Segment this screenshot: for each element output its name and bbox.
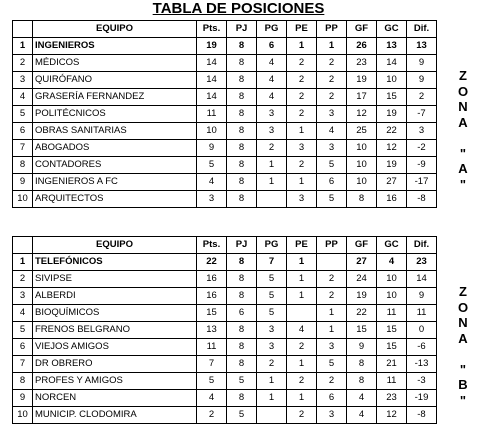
cell-goal-diff: 2 [407, 89, 437, 106]
cell-goals-against: 19 [377, 157, 407, 174]
cell-drawn: 2 [287, 373, 317, 390]
header-team: EQUIPO [33, 21, 197, 38]
title-text: TABLA DE POSICIONES [152, 0, 325, 17]
header-points: Pts. [197, 237, 227, 254]
cell-position: 1 [13, 254, 33, 271]
cell-played: 5 [227, 373, 257, 390]
table-row [13, 288, 437, 305]
cell-lost: 3 [317, 339, 347, 356]
cell-goals-for: 25 [347, 123, 377, 140]
cell-goals-for: 12 [347, 106, 377, 123]
table-row [13, 305, 437, 322]
cell-drawn: 1 [287, 288, 317, 305]
cell-position: 4 [13, 89, 33, 106]
cell-lost: 4 [317, 123, 347, 140]
standings-table-zone-b [12, 236, 437, 424]
cell-team: NORCEN [33, 390, 197, 407]
zone-label-char [452, 346, 474, 362]
cell-won: 3 [257, 106, 287, 123]
cell-won: 1 [257, 390, 287, 407]
cell-drawn [287, 305, 317, 322]
page-title [0, 0, 477, 17]
cell-points: 22 [197, 254, 227, 271]
cell-played: 8 [227, 72, 257, 89]
header-goal-diff: Dif. [407, 237, 437, 254]
cell-goal-diff: 9 [407, 72, 437, 89]
cell-goals-for: 23 [347, 55, 377, 72]
cell-won [257, 407, 287, 424]
cell-points: 11 [197, 339, 227, 356]
cell-won: 7 [257, 254, 287, 271]
cell-position: 9 [13, 390, 33, 407]
cell-goal-diff: 9 [407, 288, 437, 305]
header-goal-diff: Dif. [407, 21, 437, 38]
cell-lost: 1 [317, 38, 347, 55]
zone-label-char: A [458, 161, 468, 176]
zone-label-char: B [458, 377, 468, 392]
cell-position: 4 [13, 305, 33, 322]
cell-goals-against: 11 [377, 305, 407, 322]
cell-points: 5 [197, 373, 227, 390]
header-drawn: PE [287, 21, 317, 38]
cell-won: 4 [257, 72, 287, 89]
cell-lost: 2 [317, 271, 347, 288]
cell-goals-against: 10 [377, 288, 407, 305]
cell-drawn: 3 [287, 140, 317, 157]
header-points: Pts. [197, 21, 227, 38]
cell-team: SIVIPSE [33, 271, 197, 288]
cell-goal-diff: -13 [407, 356, 437, 373]
cell-played: 8 [227, 339, 257, 356]
cell-goals-for: 10 [347, 140, 377, 157]
cell-played: 8 [227, 38, 257, 55]
cell-points: 19 [197, 38, 227, 55]
cell-team: CONTADORES [33, 157, 197, 174]
cell-drawn: 1 [287, 38, 317, 55]
cell-position: 10 [13, 191, 33, 208]
table-row [13, 271, 437, 288]
cell-points: 16 [197, 288, 227, 305]
table-header [13, 21, 437, 38]
cell-team: FRENOS BELGRANO [33, 322, 197, 339]
cell-position: 9 [13, 174, 33, 191]
cell-goals-against: 19 [377, 106, 407, 123]
cell-position: 7 [13, 140, 33, 157]
table-row [13, 373, 437, 390]
cell-lost: 1 [317, 322, 347, 339]
table-row [13, 55, 437, 72]
cell-lost: 2 [317, 55, 347, 72]
cell-goal-diff: 0 [407, 322, 437, 339]
cell-lost: 6 [317, 174, 347, 191]
zone-label-char: Z [459, 68, 467, 83]
cell-goals-for: 4 [347, 407, 377, 424]
cell-won: 5 [257, 305, 287, 322]
cell-won: 3 [257, 322, 287, 339]
cell-played: 8 [227, 322, 257, 339]
cell-drawn: 1 [287, 123, 317, 140]
cell-lost: 6 [317, 390, 347, 407]
cell-points: 7 [197, 356, 227, 373]
zone-label-char: " [459, 361, 467, 377]
cell-points: 9 [197, 140, 227, 157]
table-row [13, 174, 437, 191]
cell-position: 10 [13, 407, 33, 424]
cell-team: ALBERDI [33, 288, 197, 305]
table-row [13, 106, 437, 123]
cell-lost: 2 [317, 373, 347, 390]
table-row [13, 322, 437, 339]
cell-goal-diff: 23 [407, 254, 437, 271]
table-header [13, 237, 437, 254]
cell-goal-diff: 13 [407, 38, 437, 55]
table-row [13, 356, 437, 373]
cell-position: 8 [13, 373, 33, 390]
header-goals-against: GC [377, 237, 407, 254]
cell-won: 1 [257, 174, 287, 191]
cell-points: 14 [197, 72, 227, 89]
cell-played: 8 [227, 254, 257, 271]
cell-drawn: 1 [287, 390, 317, 407]
zone-label-char: " [459, 145, 467, 161]
cell-goals-against: 22 [377, 123, 407, 140]
cell-goals-for: 24 [347, 271, 377, 288]
cell-drawn: 1 [287, 174, 317, 191]
cell-drawn: 1 [287, 356, 317, 373]
zone-label-char: Z [459, 284, 467, 299]
cell-played: 8 [227, 157, 257, 174]
cell-won: 6 [257, 38, 287, 55]
zone-b-label [452, 284, 474, 408]
cell-position: 1 [13, 38, 33, 55]
cell-points: 14 [197, 89, 227, 106]
cell-goals-against: 10 [377, 72, 407, 89]
cell-won: 1 [257, 373, 287, 390]
cell-points: 5 [197, 157, 227, 174]
table-row [13, 72, 437, 89]
table-row [13, 38, 437, 55]
cell-goal-diff: -8 [407, 407, 437, 424]
header-goals-for: GF [347, 21, 377, 38]
cell-played: 8 [227, 288, 257, 305]
cell-won: 2 [257, 140, 287, 157]
cell-goals-for: 22 [347, 305, 377, 322]
cell-goals-against: 11 [377, 373, 407, 390]
cell-lost: 3 [317, 407, 347, 424]
cell-team: MUNICIP. CLODOMIRA [33, 407, 197, 424]
header-lost: PP [317, 21, 347, 38]
cell-drawn: 2 [287, 72, 317, 89]
cell-won: 3 [257, 123, 287, 140]
cell-played: 5 [227, 407, 257, 424]
cell-goals-for: 19 [347, 288, 377, 305]
cell-lost: 3 [317, 140, 347, 157]
header-goals-for: GF [347, 237, 377, 254]
cell-goals-for: 4 [347, 390, 377, 407]
cell-goals-for: 15 [347, 322, 377, 339]
cell-team: INGENIEROS A FC [33, 174, 197, 191]
cell-points: 14 [197, 55, 227, 72]
cell-goal-diff: 3 [407, 123, 437, 140]
cell-goal-diff: -3 [407, 373, 437, 390]
cell-goals-against: 16 [377, 191, 407, 208]
cell-goal-diff: -6 [407, 339, 437, 356]
cell-drawn: 2 [287, 106, 317, 123]
cell-played: 8 [227, 390, 257, 407]
cell-lost: 2 [317, 89, 347, 106]
cell-goals-for: 8 [347, 373, 377, 390]
cell-team: TELEFÓNICOS [33, 254, 197, 271]
cell-lost: 2 [317, 288, 347, 305]
table-row [13, 123, 437, 140]
cell-team: ABOGADOS [33, 140, 197, 157]
cell-drawn: 1 [287, 254, 317, 271]
cell-drawn: 2 [287, 407, 317, 424]
cell-goals-against: 13 [377, 38, 407, 55]
zone-label-char: A [458, 114, 468, 130]
cell-goals-for: 9 [347, 339, 377, 356]
cell-position: 8 [13, 157, 33, 174]
table-row [13, 390, 437, 407]
cell-goals-against: 12 [377, 140, 407, 157]
cell-played: 8 [227, 55, 257, 72]
cell-won: 5 [257, 288, 287, 305]
cell-goals-for: 8 [347, 191, 377, 208]
header-position [13, 21, 33, 38]
cell-goals-for: 26 [347, 38, 377, 55]
cell-goals-against: 27 [377, 174, 407, 191]
cell-goals-against: 15 [377, 339, 407, 356]
cell-played: 8 [227, 106, 257, 123]
cell-lost: 5 [317, 191, 347, 208]
zone-label-char: O [457, 299, 469, 315]
cell-team: ARQUITECTOS [33, 191, 197, 208]
cell-points: 4 [197, 174, 227, 191]
standings-table-zone-a [12, 20, 437, 208]
cell-drawn: 2 [287, 157, 317, 174]
cell-lost: 5 [317, 157, 347, 174]
cell-team: INGENIEROS [33, 38, 197, 55]
cell-goals-against: 15 [377, 322, 407, 339]
table-row [13, 339, 437, 356]
cell-goal-diff: -2 [407, 140, 437, 157]
cell-points: 2 [197, 407, 227, 424]
table-row [13, 89, 437, 106]
cell-won: 2 [257, 356, 287, 373]
cell-drawn: 2 [287, 55, 317, 72]
cell-position: 3 [13, 288, 33, 305]
zone-label-char [452, 130, 474, 146]
cell-goals-for: 27 [347, 254, 377, 271]
cell-played: 8 [227, 271, 257, 288]
cell-played: 8 [227, 123, 257, 140]
cell-position: 5 [13, 322, 33, 339]
cell-won: 4 [257, 89, 287, 106]
cell-position: 7 [13, 356, 33, 373]
cell-position: 5 [13, 106, 33, 123]
cell-goal-diff: -19 [407, 390, 437, 407]
table-row [13, 407, 437, 424]
header-goals-against: GC [377, 21, 407, 38]
cell-team: BIOQUÍMICOS [33, 305, 197, 322]
header-won: PG [257, 237, 287, 254]
cell-played: 8 [227, 191, 257, 208]
cell-lost: 1 [317, 305, 347, 322]
cell-goal-diff: -7 [407, 106, 437, 123]
cell-goals-against: 4 [377, 254, 407, 271]
header-position [13, 237, 33, 254]
table-row [13, 254, 437, 271]
cell-points: 11 [197, 106, 227, 123]
cell-goal-diff: 11 [407, 305, 437, 322]
cell-lost [317, 254, 347, 271]
zone-label-char: " [459, 392, 467, 408]
cell-goals-for: 10 [347, 157, 377, 174]
cell-points: 15 [197, 305, 227, 322]
header-drawn: PE [287, 237, 317, 254]
cell-goals-for: 17 [347, 89, 377, 106]
header-lost: PP [317, 237, 347, 254]
zone-label-char: O [457, 83, 469, 99]
cell-played: 8 [227, 174, 257, 191]
cell-goals-for: 19 [347, 72, 377, 89]
table-row [13, 191, 437, 208]
cell-goal-diff: 14 [407, 271, 437, 288]
zone-label-char: A [458, 330, 468, 346]
cell-drawn: 1 [287, 271, 317, 288]
cell-drawn: 4 [287, 322, 317, 339]
cell-played: 6 [227, 305, 257, 322]
cell-team: GRASERÍA FERNANDEZ [33, 89, 197, 106]
cell-played: 8 [227, 89, 257, 106]
cell-lost: 5 [317, 356, 347, 373]
cell-position: 3 [13, 72, 33, 89]
cell-position: 2 [13, 55, 33, 72]
cell-team: QUIRÓFANO [33, 72, 197, 89]
cell-goal-diff: -9 [407, 157, 437, 174]
cell-team: OBRAS SANITARIAS [33, 123, 197, 140]
zone-label-char: " [459, 176, 467, 192]
cell-position: 2 [13, 271, 33, 288]
cell-won: 4 [257, 55, 287, 72]
cell-points: 4 [197, 390, 227, 407]
zone-a-label [452, 68, 474, 192]
cell-points: 3 [197, 191, 227, 208]
cell-points: 16 [197, 271, 227, 288]
cell-goal-diff: -8 [407, 191, 437, 208]
cell-drawn: 2 [287, 89, 317, 106]
table-row [13, 140, 437, 157]
cell-goal-diff: -17 [407, 174, 437, 191]
cell-points: 10 [197, 123, 227, 140]
cell-won: 1 [257, 157, 287, 174]
header-played: PJ [227, 237, 257, 254]
cell-lost: 3 [317, 106, 347, 123]
zone-label-char: N [458, 315, 468, 330]
cell-played: 8 [227, 356, 257, 373]
cell-goals-against: 21 [377, 356, 407, 373]
cell-won: 3 [257, 339, 287, 356]
cell-goals-against: 10 [377, 271, 407, 288]
cell-drawn: 2 [287, 339, 317, 356]
cell-won [257, 191, 287, 208]
header-won: PG [257, 21, 287, 38]
cell-goals-against: 12 [377, 407, 407, 424]
cell-position: 6 [13, 339, 33, 356]
cell-lost: 2 [317, 72, 347, 89]
cell-points: 13 [197, 322, 227, 339]
header-played: PJ [227, 21, 257, 38]
cell-goals-against: 14 [377, 55, 407, 72]
cell-goals-against: 15 [377, 89, 407, 106]
table-row [13, 157, 437, 174]
cell-goal-diff: 9 [407, 55, 437, 72]
cell-played: 8 [227, 140, 257, 157]
zone-label-char: N [458, 99, 468, 114]
cell-team: POLITÉCNICOS [33, 106, 197, 123]
cell-team: DR OBRERO [33, 356, 197, 373]
cell-won: 5 [257, 271, 287, 288]
cell-goals-for: 10 [347, 174, 377, 191]
cell-goals-against: 23 [377, 390, 407, 407]
cell-goals-for: 8 [347, 356, 377, 373]
cell-team: PROFES Y AMIGOS [33, 373, 197, 390]
cell-position: 6 [13, 123, 33, 140]
cell-drawn: 3 [287, 191, 317, 208]
cell-team: VIEJOS AMIGOS [33, 339, 197, 356]
header-team: EQUIPO [33, 237, 197, 254]
cell-team: MÉDICOS [33, 55, 197, 72]
